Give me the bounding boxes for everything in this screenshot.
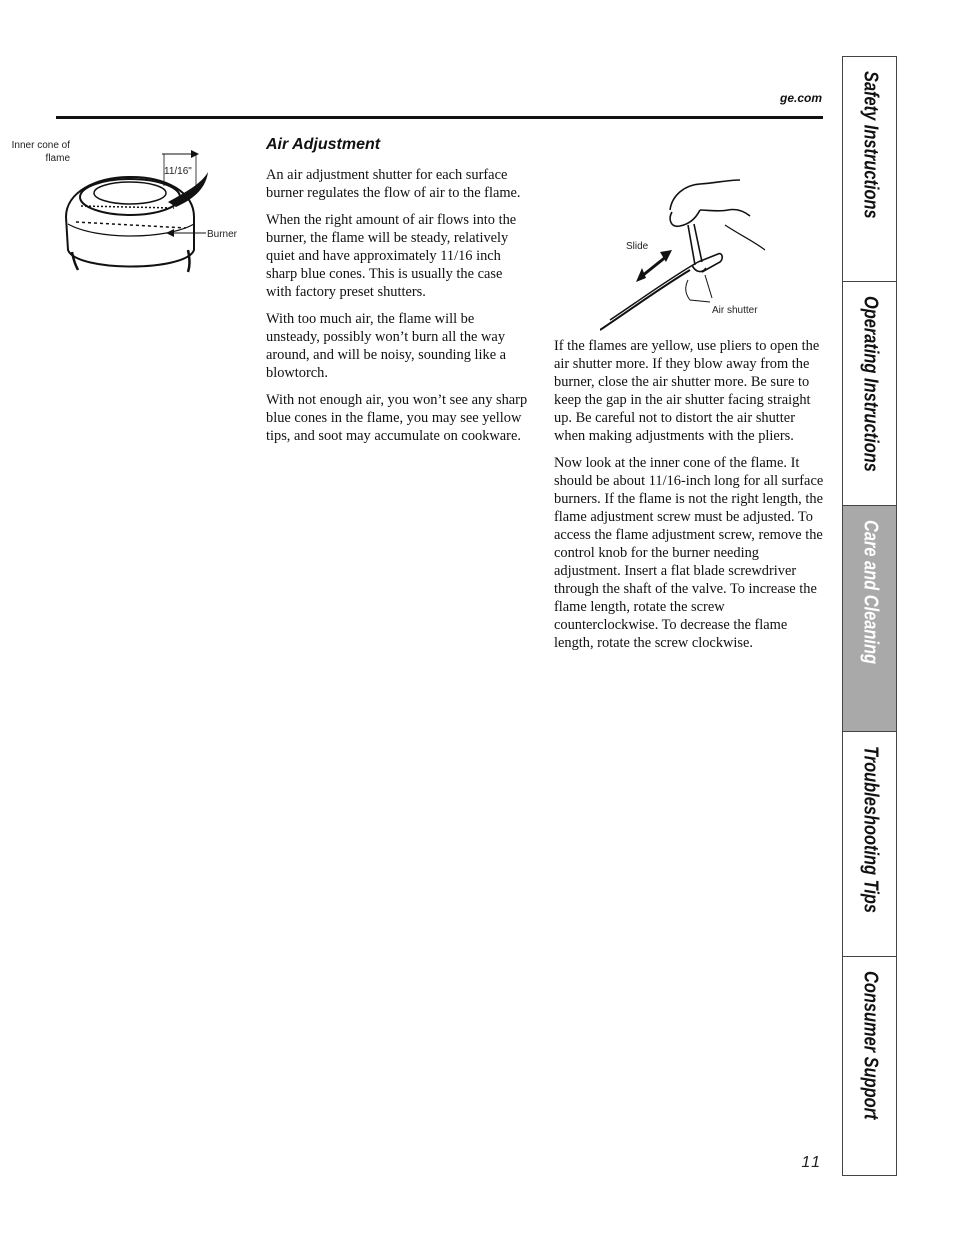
tab-consumer-support[interactable] — [843, 957, 896, 1175]
inner-cone-label: Inner cone of flame — [11, 140, 70, 164]
slide-label: Slide — [626, 241, 649, 252]
paragraph: Now look at the inner cone of the flame. It should be about 11/16-inch long for all surface burners. If the flame is not the right length, the flame adjustment screw must be adjusted. To access the flame adjustment screw, remove the control knob for the burner needing adjustment. Insert a flat blade screwdriver through the shaft of the valve. To increase the flame length, rotate the screw counterclockwise. To decrease the flame length, rotate the screw clockwise. — [554, 455, 824, 651]
measure-label: 11/16" — [164, 166, 192, 177]
text-column-left — [266, 166, 528, 454]
tab-operating-instructions[interactable] — [843, 282, 896, 506]
tab-label: Operating Instructions — [859, 296, 881, 472]
section-title: Air Adjustment — [266, 136, 381, 153]
paragraph: An air adjustment shutter for each surface burner regulates the flow of air to the flame. — [266, 167, 521, 201]
burner-illustration — [56, 132, 246, 282]
paragraph: When the right amount of air flows into the burner, the flame will be steady, relatively quiet and have approximately 11/16 inch sharp blue cones. This is usually the case with factory preset shutters. — [266, 212, 517, 300]
tab-label: Troubleshooting Tips — [859, 746, 881, 914]
site-url: ge.com — [779, 91, 822, 105]
paragraph: With not enough air, you won’t see any sharp blue cones in the flame, you may see yellow tips, and soot may accumulate on cookware. — [266, 392, 528, 444]
text-column-right — [554, 337, 824, 661]
tab-troubleshooting-tips[interactable] — [843, 732, 896, 957]
tab-care-and-cleaning[interactable] — [843, 506, 896, 732]
tab-label: Care and Cleaning — [859, 520, 881, 664]
page-number: 11 — [801, 1154, 822, 1171]
tab-safety-instructions[interactable] — [843, 57, 896, 282]
tab-label: Consumer Support — [859, 971, 881, 1120]
burner-label: Burner — [207, 229, 238, 240]
tab-label: Safety Instructions — [859, 71, 881, 219]
air-shutter-label: Air shutter — [712, 305, 758, 316]
section-tabs — [842, 56, 897, 1176]
header-rule — [56, 116, 823, 119]
paragraph: With too much air, the flame will be unsteady, possibly won’t burn all the way around, and will be noisy, sounding like a blowtorch. — [266, 311, 507, 381]
paragraph: If the flames are yellow, use pliers to open the air shutter more. If they blow away from the burner, close the air shutter more. Be sure to keep the gap in the air shutter facing straight up. Be careful not to distort the air shutter when making adjustments with the pliers. — [554, 338, 820, 444]
